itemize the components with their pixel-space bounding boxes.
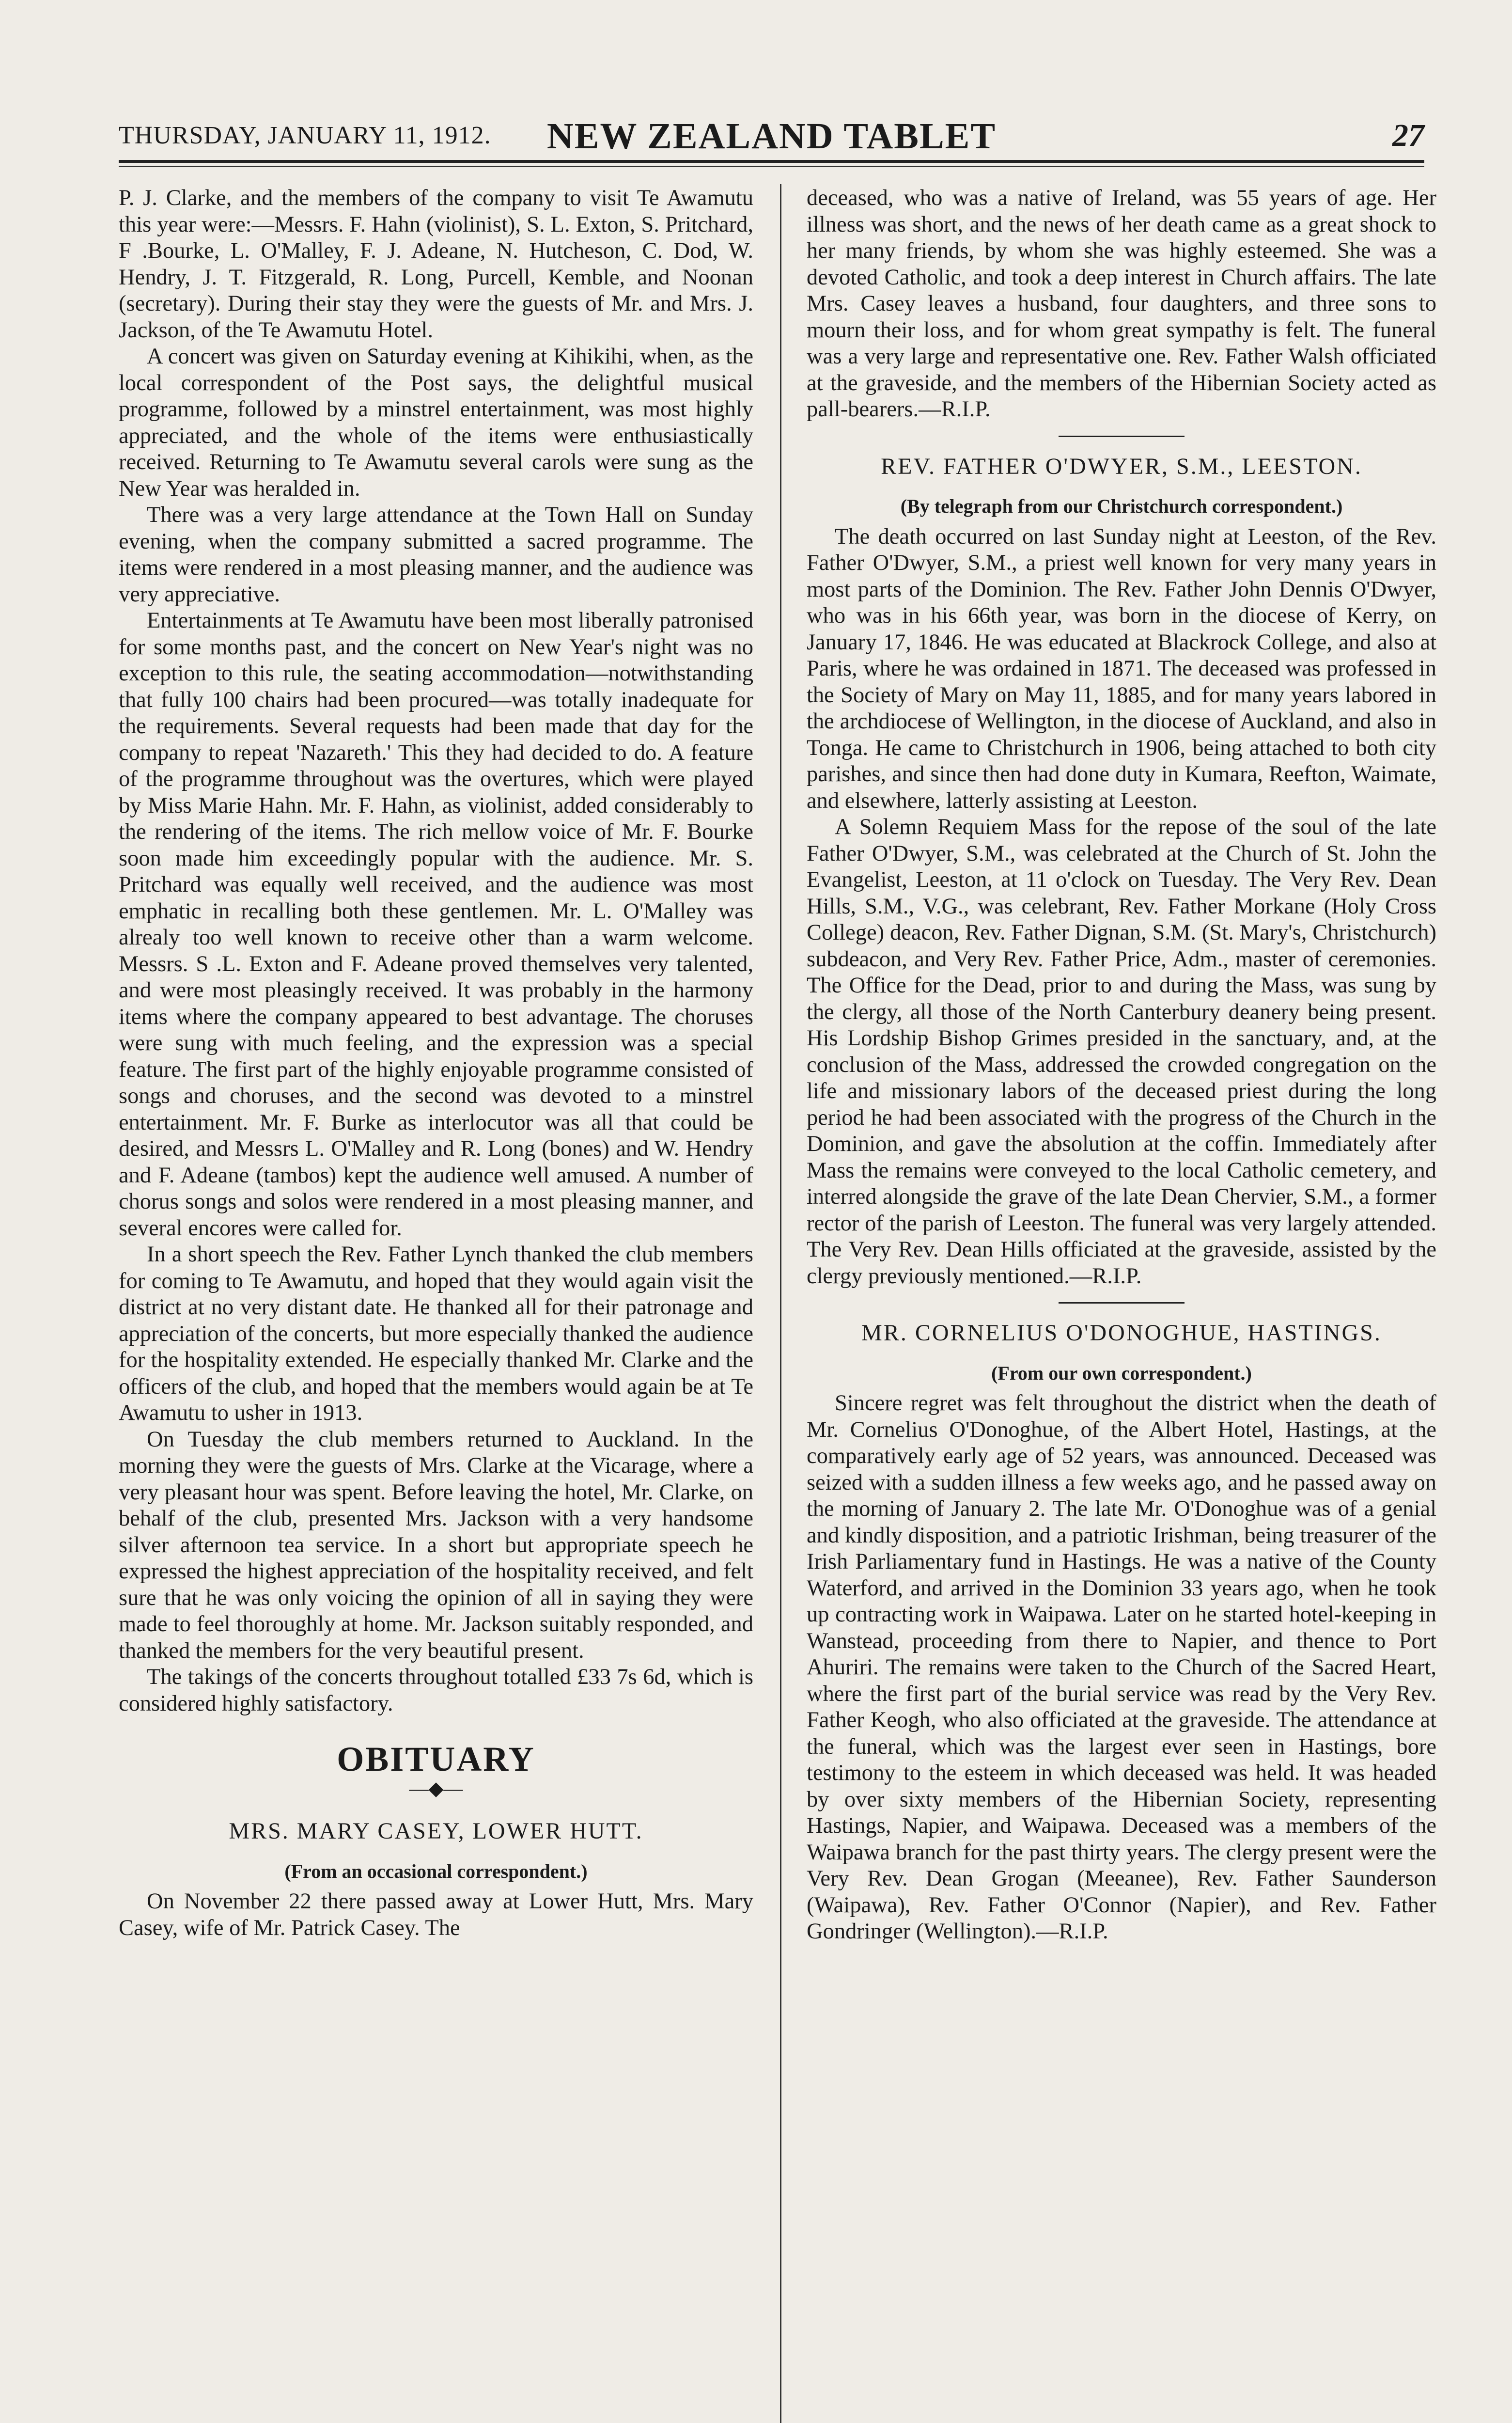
- masthead-title: NEW ZEALAND TABLET: [546, 116, 997, 157]
- casey-paragraph-continued: deceased, who was a native of Ireland, was 55 years of age. Her illness was short, and the news of her death came as a great shock to her many friends, by whom she was highly esteemed. She was a devoted Catholic, and took a deep interest in Church affairs. The late Mrs. Casey leaves a husband, four daughters, and three sons to mourn their loss, and for whom great sympathy is felt. The funeral was a very large and representative one. Rev. Father Walsh officiated at the graveside, and the members of the Hibernian Society acted as pall-bearers.—R.I.P.: [807, 186, 1436, 422]
- section-rule: [1059, 436, 1185, 437]
- page-number: 27: [1392, 118, 1424, 153]
- odonoghue-paragraph: Sincere regret was felt throughout the district when the death of Mr. Cornelius O'Donoghue, of the Albert Hotel, Hastings, at the comparatively early age of 52 years, was announced. Deceased was seized with a sudden illness a few weeks ago, and he passed away on the morning of January 2. The late Mr. O'Donoghue was of a genial and kindly disposition, and a patriotic Irishman, being treasurer of the Irish Parliamentary fund in Hastings. He was a native of the County Waterford, and arrived in the Dominion 33 years ago, when he took up contracting work in Waipawa. Later on he started hotel-keeping in Wanstead, proceeding from there to Napier, and thence to Port Ahuriri. The remains were taken to the Church of the Sacred Heart, where the first part of the burial service was read by the Very Rev. Father Keogh, who also officiated at the graveside. The attendance at the funeral, which was the largest ever seen in Hastings, bore testimony to the esteem in which deceased was held. It was headed by over sixty members of the Hibernian Society, representing Hastings, Napier, and Waipawa. Deceased was a members of the Waipawa branch for the past thirty years. The clergy present were the Very Rev. Dean Grogan (Meeanee), Rev. Father Saunderson (Waipawa), Rev. Father O'Connor (Napier), and Rev. Father Gondringer (Wellington).—R.I.P.: [807, 1391, 1436, 1944]
- casey-title: MRS. MARY CASEY, LOWER HUTT.: [229, 1818, 643, 1844]
- issue-date: THURSDAY, JANUARY 11, 1912.: [119, 122, 491, 149]
- column-divider: [780, 184, 781, 2423]
- right-column: [807, 185, 1436, 2423]
- odonoghue-title: MR. CORNELIUS O'DONOGHUE, HASTINGS.: [861, 1320, 1382, 1346]
- article-paragraph: The takings of the concerts throughout totalled £33 7s 6d, which is considered highly satisfactory.: [119, 1665, 753, 1716]
- article-paragraph: In a short speech the Rev. Father Lynch thanked the club members for coming to Te Awamutu, and hoped that they would again visit the district at no very distant date. He thanked all for their patronage and appreciation of the concerts, but more especially thanked the audience for the hospitality extended. He especially thanked Mr. Clarke and the officers of the club, and hoped that the members would again be at Te Awamutu to usher in 1913.: [119, 1242, 753, 1425]
- ornament-divider: —◆—: [409, 1777, 463, 1799]
- article-paragraph: On Tuesday the club members returned to Auckland. In the morning they were the guests of Mrs. Clarke at the Vicarage, where a very pleasant hour was spent. Before leaving the hotel, Mr. Clarke, on behalf of the club, presented Mrs. Jackson with a very handsome silver afternoon tea service. In a short but appropriate speech he expressed the highest appreciation of the hospitality received, and felt sure that he was only voicing the opinion of all in saying they were made to feel thoroughly at home. Mr. Jackson suitably responded, and thanked the members for the very beautiful present.: [119, 1427, 753, 1663]
- odwyer-paragraph: A Solemn Requiem Mass for the repose of the soul of the late Father O'Dwyer, S.M., was celebrated at the Church of St. John the Evangelist, Leeston, at 11 o'clock on Tuesday. The Very Rev. Dean Hills, S.M., V.G., was celebrant, Rev. Father Morkane (Holy Cross College) deacon, Rev. Father Dignan, S.M. (St. Mary's, Christchurch) subdeacon, and Very Rev. Father Price, Adm., master of ceremonies. The Office for the Dead, prior to and during the Mass, was sung by the clergy, all those of the North Canterbury deanery being present. His Lordship Bishop Grimes presided in the sanctuary, and, at the conclusion of the Mass, addressed the crowded congregation on the life and missionary labors of the deceased priest during the long period he had been associated with the progress of the Church in the Dominion, and gave the absolution at the coffin. Immediately after Mass the remains were conveyed to the local Catholic cemetery, and interred alongside the grave of the late Dean Chervier, S.M., a former rector of the parish of Leeston. The funeral was very largely attended. The Very Rev. Dean Hills officiated at the graveside, assisted by the clergy previously mentioned.—R.I.P.: [807, 815, 1436, 1289]
- odwyer-title: REV. FATHER O'DWYER, S.M., LEESTON.: [881, 453, 1362, 479]
- article-paragraph: P. J. Clarke, and the members of the company to visit Te Awamutu this year were:—Messrs. F. Hahn (violinist), S. L. Exton, S. Pritchard, F .Bourke, L. O'Malley, F. J. Adeane, N. Hutcheson, C. Dod, W. Hendry, J. T. Fitzgerald, R. Long, Purcell, Kemble, and Noonan (secretary). During their stay they were the guests of Mr. and Mrs. J. Jackson, of the Te Awamutu Hotel.: [119, 186, 753, 343]
- header-rule: [119, 160, 1424, 167]
- odonoghue-byline: (From our own correspondent.): [991, 1362, 1252, 1384]
- article-paragraph: A concert was given on Saturday evening at Kihikihi, when, as the local correspondent of the Post says, the delightful musical programme, followed by a minstrel entertainment, was most highly appreciated, and the whole of the items were enthusiastically received. Returning to Te Awamutu several carols were sung as the New Year was heralded in.: [119, 344, 753, 501]
- article-paragraph: There was a very large attendance at the Town Hall on Sunday evening, when the company submitted a sacred programme. The items were rendered in a most pleasing manner, and the audience was very appreciative.: [119, 503, 753, 607]
- obituary-heading: OBITUARY: [337, 1740, 535, 1778]
- left-column: [119, 185, 753, 2423]
- article-paragraph: Entertainments at Te Awamutu have been most liberally patronised for some months past, and the concert on New Year's night was no exception to this rule, the seating accommodation—notwithstanding that fully 100 chairs had been procured—was totally inadequate for the requirements. Several requests had been made that day for the company to repeat 'Nazareth.' This they had decided to do. A feature of the programme throughout was the overtures, which were played by Miss Marie Hahn. Mr. F. Hahn, as violinist, added considerably to the rendering of the items. The rich mellow voice of Mr. F. Bourke soon made him exceedingly popular with the audience. Mr. S. Pritchard was equally well received, and the audience was most emphatic in recalling both these gentlemen. Mr. L. O'Malley was alrealy too well known to receive other than a warm welcome. Messrs. S .L. Exton and F. Adeane proved themselves very talented, and were most pleasingly received. It was probably in the harmony items where the company appeared to best advantage. The choruses were sung with much feeling, and the expression was a special feature. The first part of the highly enjoyable programme consisted of songs and choruses, and the second was devoted to a minstrel entertainment. Mr. F. Burke as interlocutor was all that could be desired, and Messrs L. O'Malley and R. Long (bones) and W. Hendry and F. Adeane (tambos) kept the audience well amused. A number of chorus songs and solos were rendered in a most pleasing manner, and several encores were called for.: [119, 608, 753, 1241]
- casey-byline: (From an occasional correspondent.): [284, 1860, 588, 1882]
- casey-paragraph: On November 22 there passed away at Lower Hutt, Mrs. Mary Casey, wife of Mr. Patrick Casey. The: [119, 1889, 753, 1940]
- section-rule: [1059, 1302, 1185, 1304]
- odwyer-byline: (By telegraph from our Christchurch correspondent.): [900, 495, 1343, 517]
- odwyer-paragraph: The death occurred on last Sunday night at Leeston, of the Rev. Father O'Dwyer, S.M., a priest well known for very many years in most parts of the Dominion. The Rev. Father John Dennis O'Dwyer, who was in his 66th year, was born in the diocese of Kerry, on January 17, 1846. He was educated at Blackrock College, and also at Paris, where he was ordained in 1871. The deceased was professed in the Society of Mary on May 11, 1885, and for many years labored in the archdiocese of Wellington, in the diocese of Auckland, and also in Tonga. He came to Christchurch in 1906, being attached to both city parishes, and since then had done duty in Kumara, Reefton, Waimate, and elsewhere, latterly assisting at Leeston.: [807, 524, 1436, 813]
